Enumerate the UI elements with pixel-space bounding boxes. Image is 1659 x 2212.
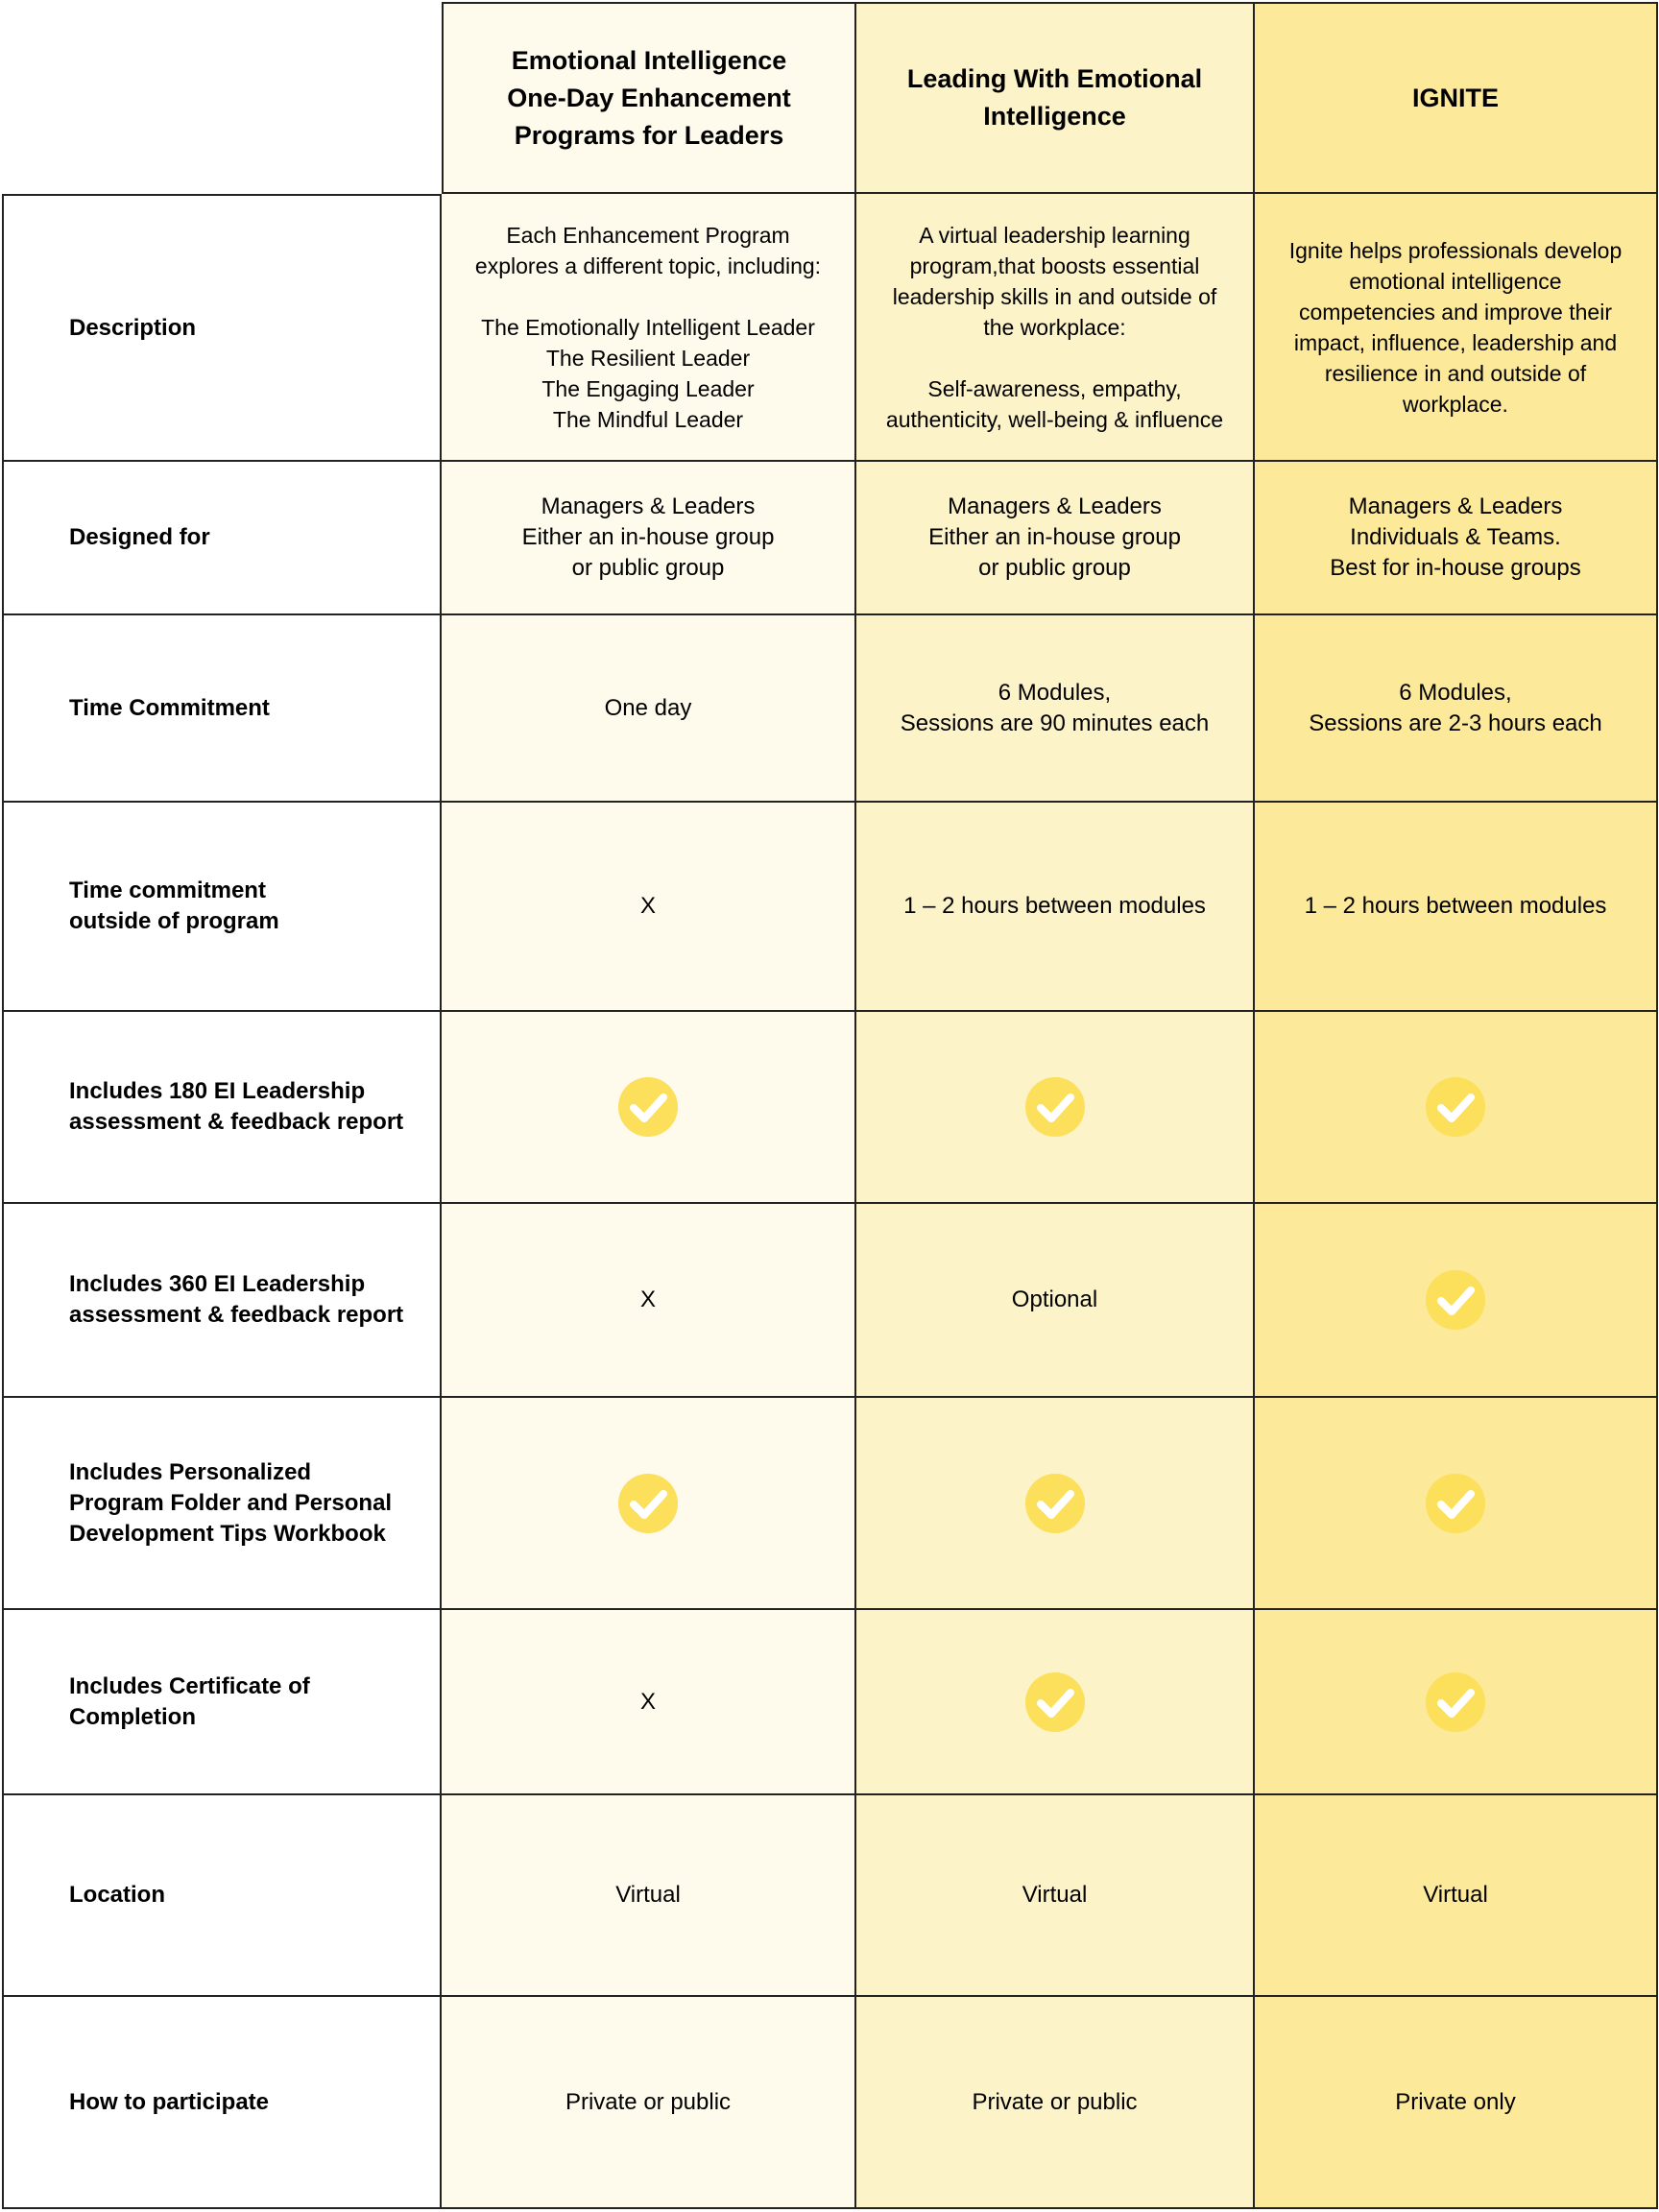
- check-icon: [1425, 1671, 1486, 1733]
- row-label: Time commitment outside of program: [2, 803, 442, 1012]
- check-cell: [1255, 1012, 1658, 1204]
- table-cell: Managers & Leaders Individuals & Teams. Best for in-house groups: [1255, 462, 1658, 615]
- table-cell: X: [442, 803, 856, 1012]
- row-label: Description: [2, 194, 442, 462]
- check-icon: [1425, 1076, 1486, 1138]
- table-cell: 1 – 2 hours between modules: [1255, 803, 1658, 1012]
- check-icon: [617, 1076, 679, 1138]
- table-cell: 6 Modules, Sessions are 90 minutes each: [856, 615, 1255, 803]
- check-icon: [1425, 1269, 1486, 1331]
- check-cell: [442, 1398, 856, 1610]
- column-header-1: Emotional Intelligence One-Day Enhancement Programs for Leaders: [442, 2, 856, 194]
- check-cell: [856, 1012, 1255, 1204]
- table-cell: One day: [442, 615, 856, 803]
- row-label: Includes 180 EI Leadership assessment & feedback report: [2, 1012, 442, 1204]
- row-label: Designed for: [2, 462, 442, 615]
- table-cell: X: [442, 1610, 856, 1795]
- table-cell: Private only: [1255, 1997, 1658, 2209]
- check-cell: [442, 1012, 856, 1204]
- table-cell: Private or public: [442, 1997, 856, 2209]
- check-icon: [1024, 1671, 1086, 1733]
- check-icon: [1024, 1076, 1086, 1138]
- check-icon: [617, 1473, 679, 1534]
- table-cell: 6 Modules, Sessions are 2-3 hours each: [1255, 615, 1658, 803]
- corner-blank: [2, 2, 442, 194]
- row-label: Includes Certificate of Completion: [2, 1610, 442, 1795]
- check-cell: [856, 1610, 1255, 1795]
- check-cell: [1255, 1204, 1658, 1398]
- column-header-3: IGNITE: [1255, 2, 1658, 194]
- check-icon: [1425, 1473, 1486, 1534]
- table-cell: 1 – 2 hours between modules: [856, 803, 1255, 1012]
- row-label: Includes Personalized Program Folder and Personal Development Tips Workbook: [2, 1398, 442, 1610]
- comparison-table: [2, 2, 1658, 2209]
- table-cell: X: [442, 1204, 856, 1398]
- table-cell: Virtual: [442, 1795, 856, 1997]
- table-cell: Virtual: [856, 1795, 1255, 1997]
- table-cell: Optional: [856, 1204, 1255, 1398]
- check-cell: [1255, 1398, 1658, 1610]
- table-cell: Virtual: [1255, 1795, 1658, 1997]
- row-label: How to participate: [2, 1997, 442, 2209]
- table-cell: Each Enhancement Program explores a different topic, including: The Emotionally Intelligent Leader The Resilient Leader The Engaging Leader The Mindful Leader: [442, 194, 856, 462]
- table-cell: Private or public: [856, 1997, 1255, 2209]
- table-cell: Ignite helps professionals develop emotional intelligence competencies and improve their impact, influence, leadership and resilience in and outside of workplace.: [1255, 194, 1658, 462]
- check-icon: [1024, 1473, 1086, 1534]
- column-header-2: Leading With Emotional Intelligence: [856, 2, 1255, 194]
- table-cell: Managers & Leaders Either an in-house group or public group: [442, 462, 856, 615]
- row-label: Includes 360 EI Leadership assessment & feedback report: [2, 1204, 442, 1398]
- check-cell: [1255, 1610, 1658, 1795]
- row-label: Time Commitment: [2, 615, 442, 803]
- table-cell: Managers & Leaders Either an in-house group or public group: [856, 462, 1255, 615]
- check-cell: [856, 1398, 1255, 1610]
- table-cell: A virtual leadership learning program,that boosts essential leadership skills in and outside of the workplace: Self-awareness, empathy, authenticity, well-being & influence: [856, 194, 1255, 462]
- row-label: Location: [2, 1795, 442, 1997]
